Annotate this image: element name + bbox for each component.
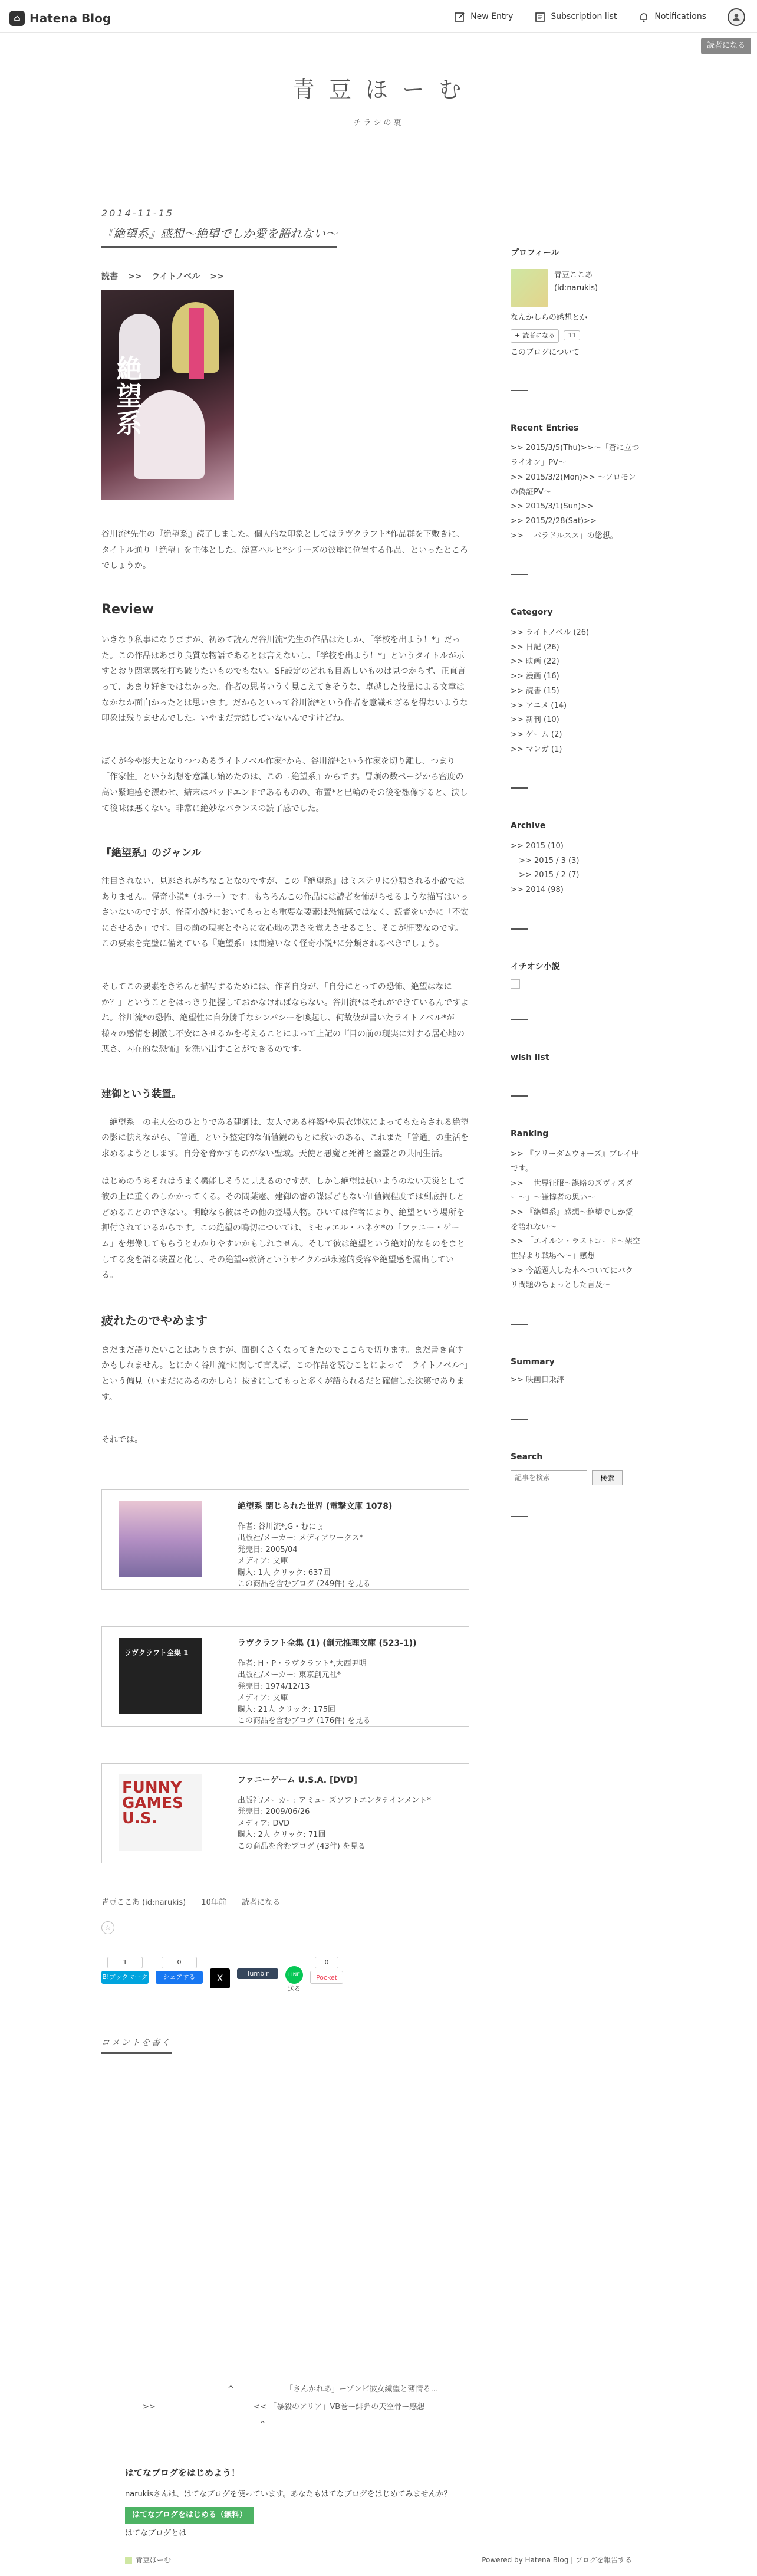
line-share[interactable]: LINE 送る: [285, 1966, 303, 1995]
about-blog-link[interactable]: このブログについて: [511, 347, 580, 357]
product-title[interactable]: ラヴクラフト全集 (1) (創元推理文庫 (523-1)): [238, 1638, 417, 1648]
blog-title[interactable]: 青 豆 ほ ー む: [292, 77, 465, 103]
user-avatar[interactable]: [728, 8, 745, 26]
pocket-share[interactable]: 0 Pocket: [310, 1957, 343, 1984]
entry-title[interactable]: 『絶望系』感想～絶望でしか愛を語れない～: [101, 224, 337, 248]
logo-text: Hatena Blog: [29, 11, 111, 25]
category-link[interactable]: >> 映画 (22): [511, 657, 559, 667]
reader-link[interactable]: 読者になる: [242, 1898, 281, 1907]
start-blog-button[interactable]: はてなブログをはじめる（無料）: [125, 2507, 254, 2524]
divider: [511, 1095, 528, 1097]
divider: [511, 787, 528, 789]
archive-year-link[interactable]: >> 2014 (98): [511, 885, 564, 895]
category-link[interactable]: >> ライトノベル (26): [511, 628, 590, 638]
ranking-link[interactable]: >> 『絶望系』感想～絶望でしか愛を語れない～: [511, 1207, 633, 1232]
search-button[interactable]: 検索: [592, 1470, 623, 1485]
ranking-link[interactable]: >> 『フリーダムウォーズ』プレイ中です。: [511, 1150, 640, 1173]
search-heading: Search: [511, 1452, 543, 1462]
archive-year-link[interactable]: >> 2015 (10): [511, 842, 564, 851]
powered-by[interactable]: Powered by Hatena Blog | ブログを報告する: [482, 2556, 632, 2564]
hatena-logo-icon: ⌂: [9, 11, 25, 26]
new-entry-link[interactable]: New Entry: [454, 10, 513, 24]
broken-image-icon[interactable]: [511, 979, 520, 989]
category-link[interactable]: >> 日記 (26): [511, 642, 559, 652]
pager-arrow: >>: [143, 2403, 156, 2411]
category-link[interactable]: >> マンガ (1): [511, 744, 562, 754]
x-share[interactable]: X: [210, 1968, 230, 1988]
entry-footer: [101, 1896, 469, 1909]
tumblr-share[interactable]: Tumblr: [237, 1968, 278, 1979]
facebook-share[interactable]: 0 シェアする: [156, 1957, 203, 1984]
hatena-blog-logo[interactable]: [9, 8, 111, 28]
ranking-link[interactable]: >> 「エイルン・ラストコード～架空世界より戦場へ～」感想: [511, 1237, 640, 1261]
prev-entry-link[interactable]: 「さんかれあ」ーゾンビ彼女繊望と薄情る…: [285, 2385, 439, 2394]
top-navbar: [0, 0, 757, 33]
blog-favicon-icon: [125, 2557, 132, 2564]
about-hatena-link[interactable]: はてなブログとは: [125, 2528, 187, 2538]
edit-icon: [454, 11, 466, 23]
entry-categories: [101, 270, 469, 284]
profile-name[interactable]: 青豆ここあ: [554, 270, 593, 280]
ranking-link[interactable]: >> 今話題人した本へついてにバクリ問題のちょっとした言及～: [511, 1266, 633, 1290]
promo-title: はてなブログをはじめよう！: [125, 2467, 241, 2478]
divider: [511, 1019, 528, 1020]
product-title[interactable]: ファニーゲーム U.S.A. [DVD]: [238, 1775, 357, 1785]
next-entry-link[interactable]: << 「暴殺のアリア」VB巻ー緋彈の天空骨ー感想: [254, 2403, 425, 2411]
section-heading: 『絶望系』のジャンル: [101, 847, 202, 859]
summary-link[interactable]: >> 映画日乗評: [511, 1375, 564, 1384]
paragraph: 注目されない、見逃されがちなことなのですが、この『絶望系』はミステリに分類される小説ではありません。怪奇小説*（ホラー）です。もちろんこの作品には読者を怖がらせるような描写はいっさいないのですが、怪奇小説*においてもっとも重要な要素は恐怖感ではなく、読者をいかに「不安にさせるか」です。目の前の現実とやらに安心地の悪さを覚えさせること、そこが肝要なのです。この要素を完璧に備えている『絶望系』は間違いなく怪奇小説*に分類されるべきでしょう。: [101, 876, 469, 949]
divider: [511, 574, 528, 575]
divider: [511, 928, 528, 930]
pickup-heading: イチオシ小説: [511, 962, 560, 972]
follower-count[interactable]: 11: [564, 330, 580, 340]
paragraph: はじめのうちそれはうまく機能しそうに見えるのですが、しかし絶望は拭いようのない天災として彼の上に重くのしかかってくる。その間葉憲、建御の審の謀ばどもない価値観程度では到底押しとどめることのできない。明瞭なら彼はその他の登場人物。ひいては作者により、絶望という場所を押付されているからです。この絶望の鳴切については、ミセャエル・ハネケ*の「ファニー・ゲーム」を想像してもらうとわかりやすいかもしれません。そして彼は絶望という絶対的なものをまとしてる変を語る装置と化し、その絶望⇔救済というサイクルが永遠的受容や絶望感を漏出している。: [101, 1176, 465, 1281]
book-cover-image[interactable]: 絶望系: [101, 290, 234, 500]
recent-heading: Recent Entries: [511, 423, 579, 433]
subscription-list-link[interactable]: Subscription list: [534, 10, 617, 24]
section-heading: Review: [101, 602, 154, 617]
category-sep: >>: [210, 272, 224, 282]
book-icon: [534, 11, 546, 23]
entry-date[interactable]: 2014-11-15: [101, 208, 174, 219]
search-input[interactable]: [511, 1470, 587, 1485]
divider: [511, 1516, 528, 1517]
paragraph: そしてこの要素をきちんと描写するためには、作者自身が、「自分にとっての恐怖、絶望はなにか？」ということをはっきり把握しておかなければならない。谷川流*はそれができているんですよね。谷川流*の恐怖、絶望性に自分勝手なシンパシーを喚起し、何故彼が書いたライトノベル*が様々の感情を刺激し不安にさせるかを考えることによって上記の『目の前の現実に対する居心地の悪さ、内在的な恐怖』を洗い出すことができるのです。: [101, 982, 469, 1055]
amazon-product-card[interactable]: ラヴクラフト全集 1 ラヴクラフト全集 (1) (創元推理文庫 (523-1)) 作者: H・P・ラヴクラフト*,大西尹明 出版社/メーカー: 東京創元社* 発売日: 1974/12/13 メディア: 文庫 購入: 21人 クリック: 175回 この商品を含むブログ (176件) を見る: [101, 1626, 469, 1727]
hatena-promo: [125, 2466, 502, 2540]
wishlist-heading: wish list: [511, 1052, 549, 1062]
archive-heading: Archive: [511, 821, 546, 831]
author-link[interactable]: 青豆ここあ (id:narukis): [101, 1898, 186, 1907]
plus-icon: +: [515, 331, 521, 339]
hatena-star-icon[interactable]: ☆: [101, 1921, 114, 1934]
follow-button[interactable]: + 読者になる: [511, 329, 559, 343]
product-title[interactable]: 絶望系 閉じられた世界 (電撃文庫 1078): [238, 1501, 393, 1511]
category-sep: >>: [127, 272, 142, 282]
category-heading: Category: [511, 608, 553, 618]
sidebar: [511, 247, 640, 1548]
recent-entry-link[interactable]: >> 2015/3/5(Thu)>>～「蒼に立つライオン」PV～: [511, 444, 640, 468]
summary-heading: Summary: [511, 1357, 555, 1367]
section-heading: 建御という装置。: [101, 1088, 182, 1100]
product-image[interactable]: FUNNY GAMES U.S.: [119, 1774, 202, 1851]
category-link[interactable]: ライトノベル: [152, 272, 200, 282]
category-link[interactable]: 読書: [101, 272, 118, 282]
category-link[interactable]: >> ゲーム (2): [511, 730, 562, 739]
subscribe-button[interactable]: 読者になる: [701, 38, 751, 54]
divider: [511, 1324, 528, 1325]
footer-blog-link[interactable]: 青豆ほーむ: [125, 2556, 171, 2564]
ranking-link[interactable]: >> 「世界征服～謀略のズヴィズダー～」～謙博者の思い～: [511, 1179, 633, 1203]
category-link[interactable]: >> 新刊 (10): [511, 716, 559, 725]
share-buttons: [101, 1957, 469, 1995]
profile-heading: プロフィール: [511, 248, 559, 258]
profile-id[interactable]: (id:narukis): [554, 283, 598, 293]
recent-entry-link[interactable]: >> 2015/3/2(Mon)>> ～ソロモンの偽証PV～: [511, 472, 636, 497]
page-footer: [125, 2554, 632, 2566]
profile-description: なんかしらの感想とか: [511, 313, 588, 322]
paragraph: 「絶望系」の主人公のひとりである建御は、友人である杵築*や馬衣姉妹によってもたらされる絶望の影に怯えながら、「普通」という整定的な価値観のもとに救いのある、これまた「普通」の生活を求めるようとします。自分を脅かすものがない聖域。天使と悪魔と死神と幽霊との共同生活。: [101, 1117, 469, 1159]
recent-entry-link[interactable]: >> 2015/2/28(Sat)>>: [511, 516, 597, 526]
hatena-bookmark-share[interactable]: 1 B!ブックマーク: [101, 1957, 149, 1984]
archive-month-link[interactable]: >> 2015 / 3 (3): [519, 856, 580, 865]
user-icon: [732, 12, 741, 22]
intro-paragraph: 谷川流*先生の『絶望系』読了しました。個人的な印象としてはラヴクラフト*作品群を下敷きに、タイトル通り「絶望」を主体とした、涼宮ハルヒ*シリーズの彼岸に位置する作品、といったところでしょうか。: [101, 529, 469, 571]
promo-desc: narukisさんは、はてなブログを使っています。あなたもはてなブログをはじめてみませんか？: [125, 2489, 452, 2499]
entry-article: [101, 205, 469, 2054]
product-image[interactable]: ラヴクラフト全集 1: [119, 1638, 202, 1714]
paragraph: ぼくが今や影大となりつつあるライトノベル作家*から、谷川流*という作家を切り離し、つまり「作家性」という幻想を意識し始めたのは、この『絶望系』からです。冒頭の数ページから密度の高い緊迫感を漂わせ、結末はバッドエンドであるものの、布置*と巳輪のその後を想像すると、決して後味は悪くない。非常に絶妙なバランスの読了感でした。: [101, 756, 468, 813]
ranking-heading: Ranking: [511, 1129, 549, 1139]
product-image[interactable]: [119, 1501, 202, 1577]
category-link[interactable]: >> アニメ (14): [511, 701, 567, 710]
amazon-product-card[interactable]: 絶望系 閉じられた世界 (電撃文庫 1078) 作者: 谷川流*,G・むにょ 出版社/メーカー: メディアワークス* 発売日: 2005/04 メディア: 文庫 購入: 1人 クリック: 637回 この商品を含むブログ (249件) を見る: [101, 1489, 469, 1590]
write-comment-link[interactable]: コメントを書く: [101, 2036, 172, 2055]
paragraph: それでは。: [101, 1435, 143, 1445]
entry-age[interactable]: 10年前: [201, 1898, 226, 1907]
divider: [511, 390, 528, 391]
archive-month-link[interactable]: >> 2015 / 2 (7): [519, 871, 580, 880]
paragraph: いきなり私事になりますが、初めて読んだ谷川流*先生の作品はたしか、「学校を出よう！*」だった。この作品はあまり良質な物語であるとは言えないし、「学校を出よう！*」というタイトルが示すとおり閉塞感を打ち破りたいものでもない。SF設定のどれも目新しいものは見つからず、正直言って、あまり好きではなかった。作者の思考いうく見こえてきそうな、卓越した技量による文章はなかなか面白かったとは思います。だからといって谷川流*という作者を意識せざるを得ないような印象は残りませんでした。いやまだ完結していないんですけどね。: [101, 635, 468, 724]
notifications-link[interactable]: Notifications: [638, 10, 706, 24]
line-icon: LINE: [285, 1966, 303, 1984]
paragraph: まだまだ語りたいことはありますが、面倒くさくなってきたのでここらで切ります。まだ書き直すかもしれません。とにかく谷川流*に関して言えば、この作品を読むことによって「ライトノベル*」という偏見（いまだにあるのかしら）抜きにしてもっと多くが語られるだと確信した次第であります。: [101, 1345, 469, 1402]
divider: [511, 1419, 528, 1420]
recent-entry-link[interactable]: >> 2015/3/1(Sun)>>: [511, 502, 594, 511]
category-link[interactable]: >> 漫画 (16): [511, 672, 559, 681]
profile-avatar[interactable]: [511, 269, 548, 307]
recent-entry-link[interactable]: >> 「パラドルスス」の総想。: [511, 531, 618, 540]
bell-icon: [638, 11, 650, 23]
category-link[interactable]: >> 読書 (15): [511, 686, 559, 695]
blog-subtitle: チラシの裏: [353, 119, 404, 127]
section-heading: 疲れたのでやめます: [101, 1313, 208, 1328]
amazon-product-card[interactable]: FUNNY GAMES U.S. ファニーゲーム U.S.A. [DVD] 出版社/メーカー: アミューズソフトエンタテインメント* 発売日: 2009/06/26 メディア: DVD 購入: 2人 クリック: 71回 この商品を含むブログ (43件) を見る: [101, 1763, 469, 1863]
